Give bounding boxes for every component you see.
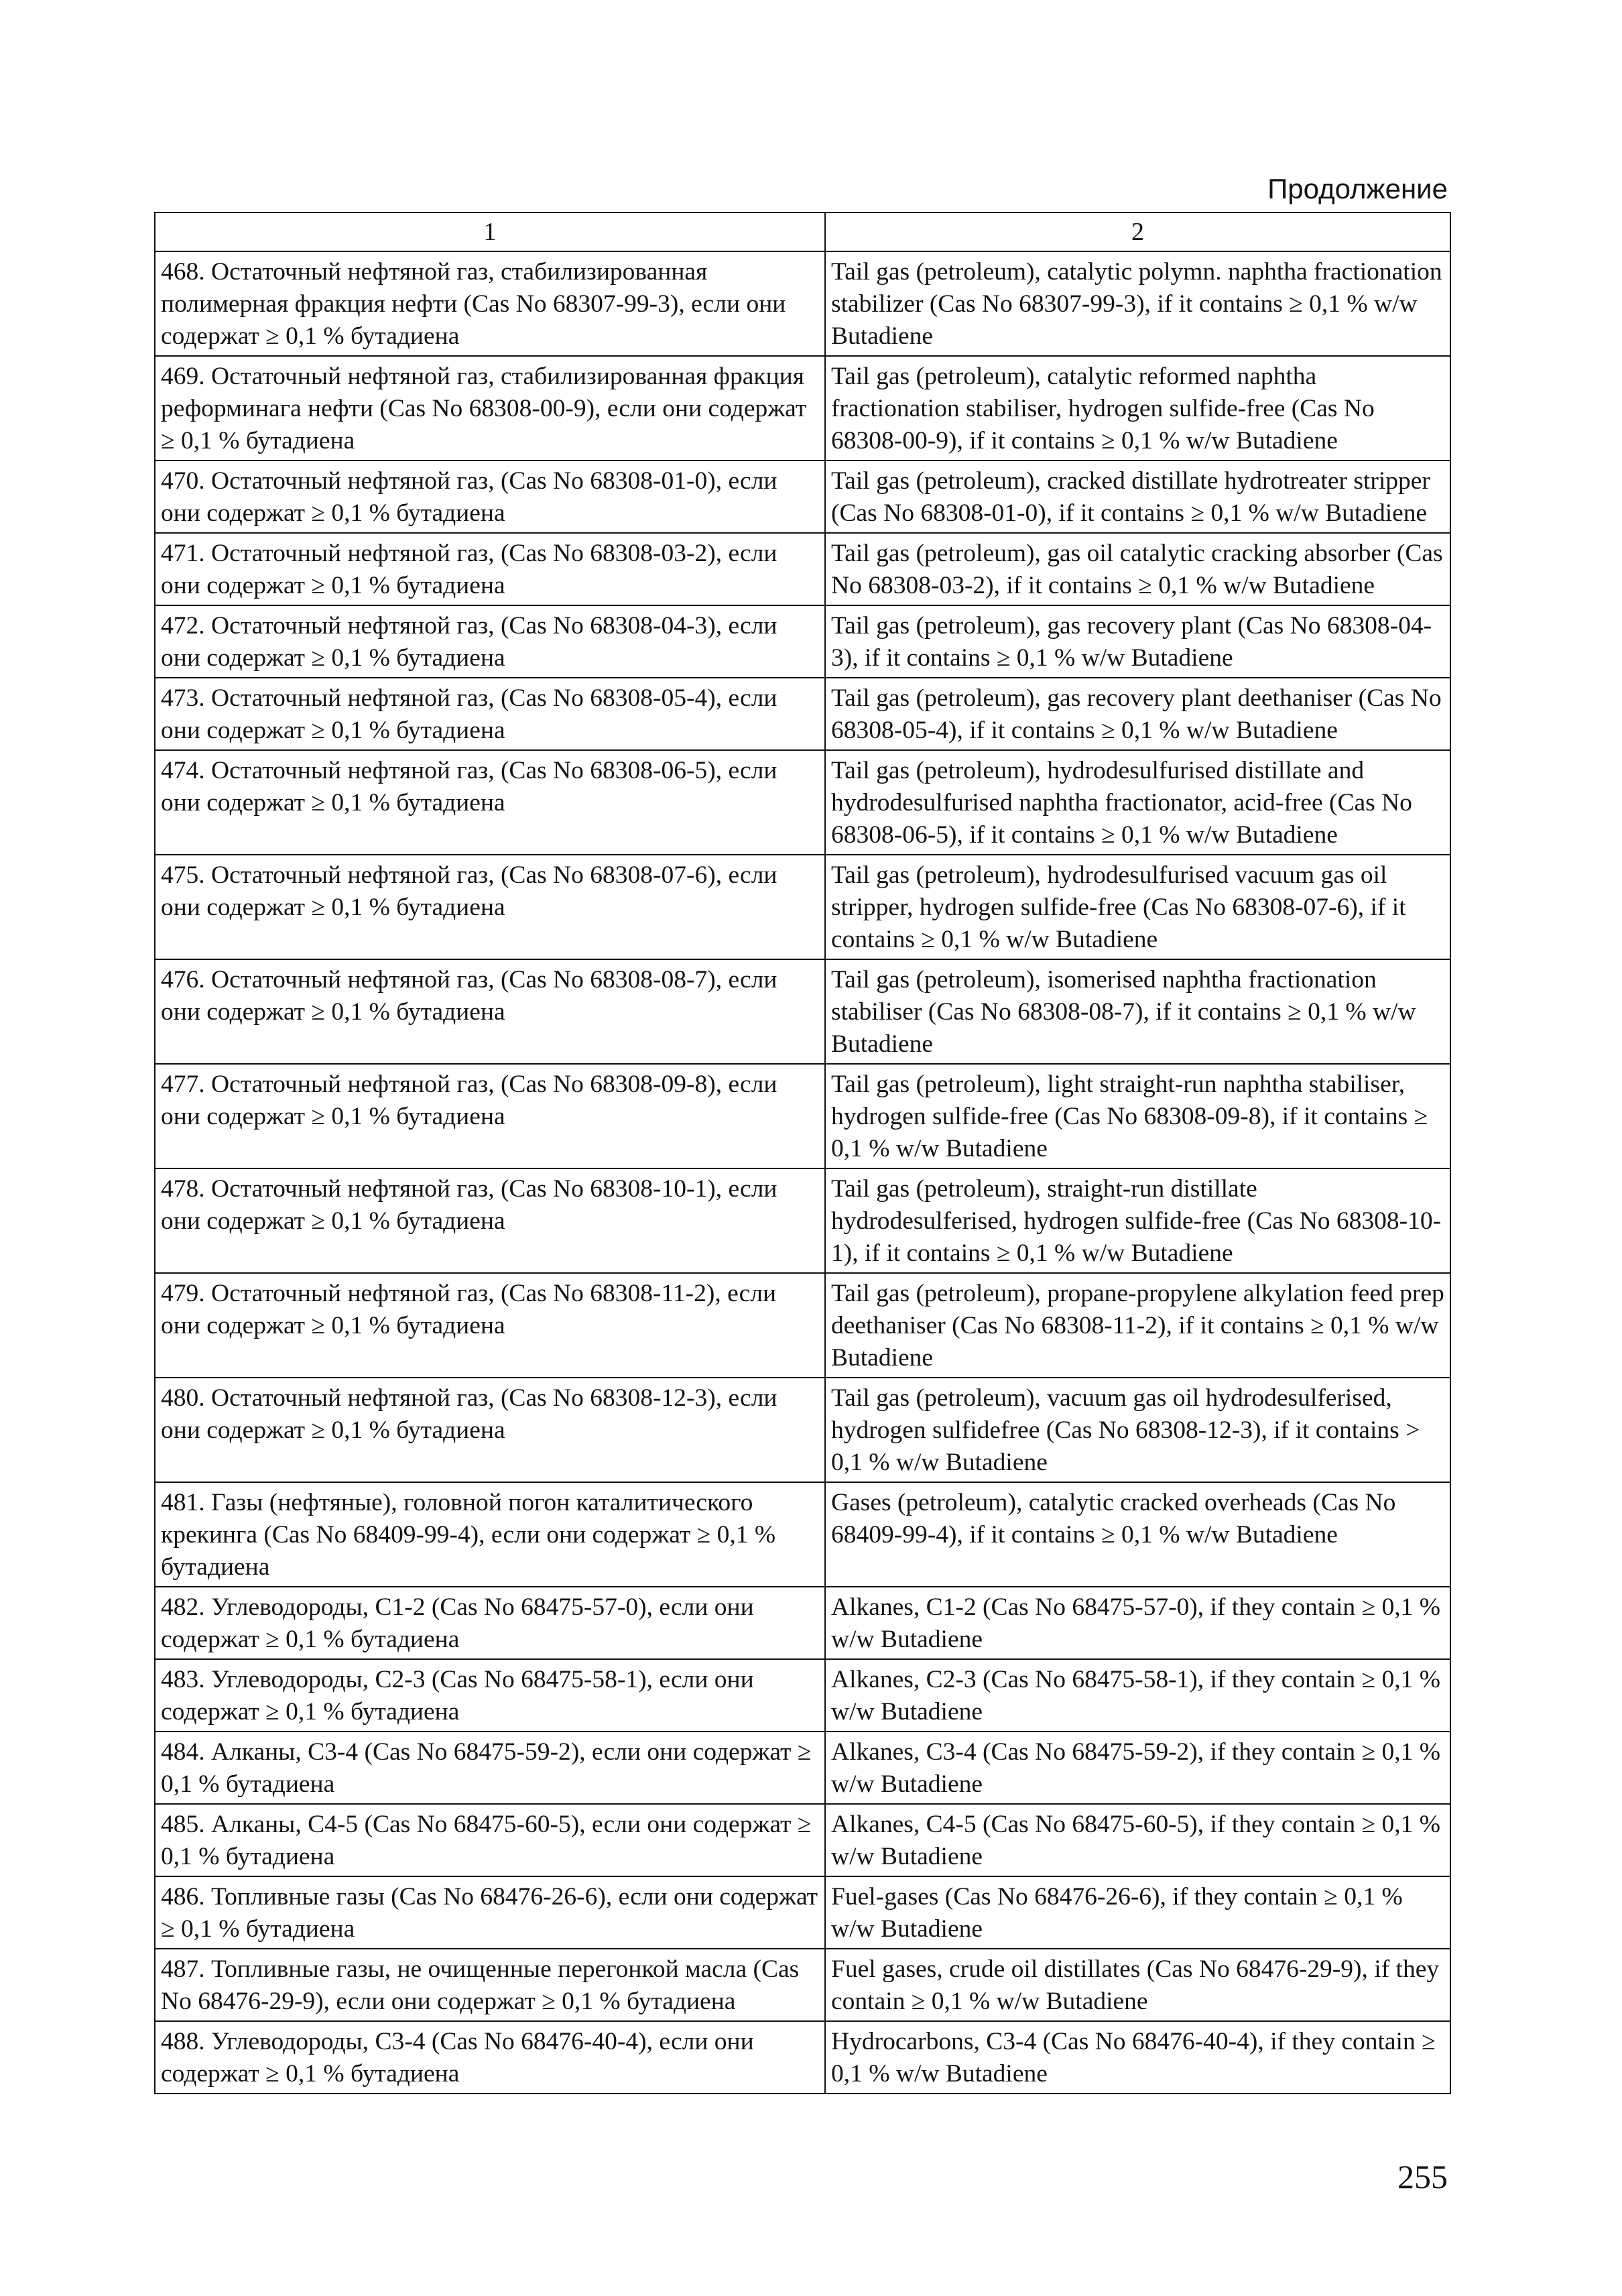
english-cell: Tail gas (petroleum), light straight-run naphtha stabiliser, hydrogen sulfide-free (Cas No 68308-09-8), if it contains ≥ 0,1 % w/w Butadiene	[825, 1064, 1450, 1168]
english-cell: Tail gas (petroleum), catalytic polymn. naphtha fractionation stabilizer (Cas No 68307-99-3), if it contains ≥ 0,1 % w/w Butadiene	[825, 251, 1450, 356]
table-row	[155, 750, 1450, 855]
english-cell: Tail gas (petroleum), gas recovery plant deethaniser (Cas No 68308-05-4), if it contains ≥ 0,1 % w/w Butadiene	[825, 678, 1450, 750]
russian-cell: 473. Остаточный нефтяной газ, (Cas No 68308-05-4), если они содержат ≥ 0,1 % бутадиена	[155, 678, 825, 750]
page-number: 255	[1397, 2158, 1448, 2195]
english-cell: Alkanes, C1-2 (Cas No 68475-57-0), if they contain ≥ 0,1 % w/w Butadiene	[825, 1587, 1450, 1659]
table-header-row	[155, 213, 1450, 251]
russian-cell: 471. Остаточный нефтяной газ, (Cas No 68308-03-2), если они содержат ≥ 0,1 % бутадиена	[155, 533, 825, 605]
russian-cell: 487. Топливные газы, не очищенные перегонкой масла (Cas No 68476-29-9), если они содержат ≥ 0,1 % бутадиена	[155, 1949, 825, 2021]
column-header-1: 1	[155, 213, 825, 251]
table-row	[155, 461, 1450, 533]
table-row	[155, 678, 1450, 750]
table-row	[155, 605, 1450, 678]
table-row	[155, 1482, 1450, 1587]
russian-cell: 482. Углеводороды, C1-2 (Cas No 68475-57-0), если они содержат ≥ 0,1 % бутадиена	[155, 1587, 825, 1659]
table-row	[155, 1949, 1450, 2021]
table-row	[155, 855, 1450, 959]
table-row	[155, 1064, 1450, 1168]
table-row	[155, 1587, 1450, 1659]
russian-cell: 488. Углеводороды, C3-4 (Cas No 68476-40-4), если они содержат ≥ 0,1 % бутадиена	[155, 2021, 825, 2094]
table-row	[155, 533, 1450, 605]
russian-cell: 486. Топливные газы (Cas No 68476-26-6), если они содержат ≥ 0,1 % бутадиена	[155, 1876, 825, 1949]
english-cell: Tail gas (petroleum), catalytic reformed naphtha fractionation stabiliser, hydrogen sulfide-free (Cas No 68308-00-9), if it contains ≥ 0,1 % w/w Butadiene	[825, 356, 1450, 461]
russian-cell: 469. Остаточный нефтяной газ, стабилизированная фракция реформинага нефти (Cas No 68308-00-9), если они содержат ≥ 0,1 % бутадиена	[155, 356, 825, 461]
english-cell: Tail gas (petroleum), propane-propylene alkylation feed prep deethaniser (Cas No 68308-11-2), if it contains ≥ 0,1 % w/w Butadiene	[825, 1273, 1450, 1378]
russian-cell: 477. Остаточный нефтяной газ, (Cas No 68308-09-8), если они содержат ≥ 0,1 % бутадиена	[155, 1064, 825, 1168]
table-row	[155, 1804, 1450, 1876]
russian-cell: 485. Алканы, C4-5 (Cas No 68475-60-5), если они содержат ≥ 0,1 % бутадиена	[155, 1804, 825, 1876]
english-cell: Tail gas (petroleum), hydrodesulfurised vacuum gas oil stripper, hydrogen sulfide-free (Cas No 68308-07-6), if it contains ≥ 0,1 % w/w Butadiene	[825, 855, 1450, 959]
english-cell: Tail gas (petroleum), gas oil catalytic cracking absorber (Cas No 68308-03-2), if it contains ≥ 0,1 % w/w Butadiene	[825, 533, 1450, 605]
column-header-2: 2	[825, 213, 1450, 251]
russian-cell: 480. Остаточный нефтяной газ, (Cas No 68308-12-3), если они содержат ≥ 0,1 % бутадиена	[155, 1378, 825, 1482]
english-cell: Alkanes, C3-4 (Cas No 68475-59-2), if they contain ≥ 0,1 % w/w Butadiene	[825, 1732, 1450, 1804]
substances-table	[154, 212, 1451, 2094]
russian-cell: 481. Газы (нефтяные), головной погон каталитического крекинга (Cas No 68409-99-4), если они содержат ≥ 0,1 % бутадиена	[155, 1482, 825, 1587]
english-cell: Tail gas (petroleum), gas recovery plant (Cas No 68308-04-3), if it contains ≥ 0,1 % w/w Butadiene	[825, 605, 1450, 678]
russian-cell: 484. Алканы, C3-4 (Cas No 68475-59-2), если они содержат ≥ 0,1 % бутадиена	[155, 1732, 825, 1804]
table-row	[155, 1732, 1450, 1804]
table-row	[155, 1659, 1450, 1732]
continuation-label: Продолжение	[1267, 173, 1448, 204]
english-cell: Tail gas (petroleum), straight-run distillate hydrodesulferised, hydrogen sulfide-free (Cas No 68308-10-1), if it contains ≥ 0,1 % w/w Butadiene	[825, 1168, 1450, 1273]
russian-cell: 476. Остаточный нефтяной газ, (Cas No 68308-08-7), если они содержат ≥ 0,1 % бутадиена	[155, 959, 825, 1064]
table-row	[155, 356, 1450, 461]
english-cell: Hydrocarbons, C3-4 (Cas No 68476-40-4), if they contain ≥ 0,1 % w/w Butadiene	[825, 2021, 1450, 2094]
table-row	[155, 1876, 1450, 1949]
english-cell: Fuel-gases (Cas No 68476-26-6), if they contain ≥ 0,1 % w/w Butadiene	[825, 1876, 1450, 1949]
russian-cell: 468. Остаточный нефтяной газ, стабилизированная полимерная фракция нефти (Cas No 68307-99-3), если они содержат ≥ 0,1 % бутадиена	[155, 251, 825, 356]
english-cell: Alkanes, C2-3 (Cas No 68475-58-1), if they contain ≥ 0,1 % w/w Butadiene	[825, 1659, 1450, 1732]
english-cell: Tail gas (petroleum), hydrodesulfurised distillate and hydrodesulfurised naphtha fractionator, acid-free (Cas No 68308-06-5), if it contains ≥ 0,1 % w/w Butadiene	[825, 750, 1450, 855]
russian-cell: 483. Углеводороды, C2-3 (Cas No 68475-58-1), если они содержат ≥ 0,1 % бутадиена	[155, 1659, 825, 1732]
russian-cell: 474. Остаточный нефтяной газ, (Cas No 68308-06-5), если они содержат ≥ 0,1 % бутадиена	[155, 750, 825, 855]
russian-cell: 470. Остаточный нефтяной газ, (Cas No 68308-01-0), если они содержат ≥ 0,1 % бутадиена	[155, 461, 825, 533]
table-row	[155, 1168, 1450, 1273]
table-row	[155, 959, 1450, 1064]
english-cell: Tail gas (petroleum), cracked distillate hydrotreater stripper (Cas No 68308-01-0), if it contains ≥ 0,1 % w/w Butadiene	[825, 461, 1450, 533]
table-row	[155, 1273, 1450, 1378]
table-row	[155, 1378, 1450, 1482]
russian-cell: 478. Остаточный нефтяной газ, (Cas No 68308-10-1), если они содержат ≥ 0,1 % бутадиена	[155, 1168, 825, 1273]
russian-cell: 479. Остаточный нефтяной газ, (Cas No 68308-11-2), если они содержат ≥ 0,1 % бутадиена	[155, 1273, 825, 1378]
english-cell: Gases (petroleum), catalytic cracked overheads (Cas No 68409-99-4), if it contains ≥ 0,1 % w/w Butadiene	[825, 1482, 1450, 1587]
table-row	[155, 251, 1450, 356]
russian-cell: 475. Остаточный нефтяной газ, (Cas No 68308-07-6), если они содержат ≥ 0,1 % бутадиена	[155, 855, 825, 959]
table-row	[155, 2021, 1450, 2094]
english-cell: Tail gas (petroleum), vacuum gas oil hydrodesulferised, hydrogen sulfidefree (Cas No 68308-12-3), if it contains > 0,1 % w/w Butadiene	[825, 1378, 1450, 1482]
russian-cell: 472. Остаточный нефтяной газ, (Cas No 68308-04-3), если они содержат ≥ 0,1 % бутадиена	[155, 605, 825, 678]
english-cell: Alkanes, C4-5 (Cas No 68475-60-5), if they contain ≥ 0,1 % w/w Butadiene	[825, 1804, 1450, 1876]
english-cell: Tail gas (petroleum), isomerised naphtha fractionation stabiliser (Cas No 68308-08-7), if it contains ≥ 0,1 % w/w Butadiene	[825, 959, 1450, 1064]
english-cell: Fuel gases, crude oil distillates (Cas No 68476-29-9), if they contain ≥ 0,1 % w/w Butadiene	[825, 1949, 1450, 2021]
